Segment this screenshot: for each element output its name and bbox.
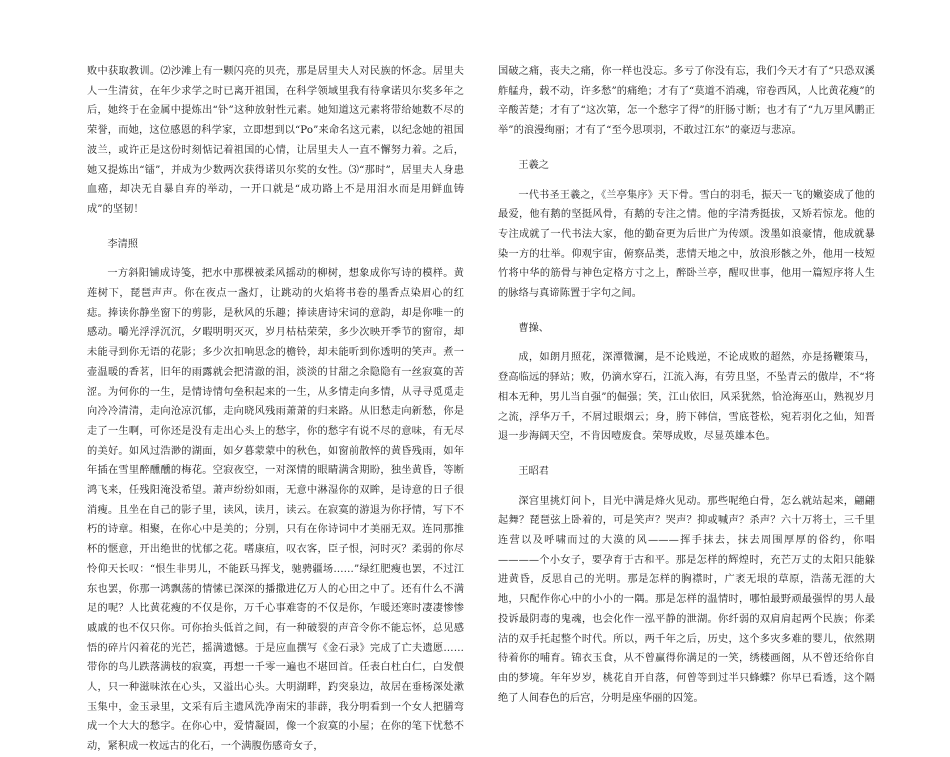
spacer	[87, 254, 464, 264]
heading-wang-xizhi: 王羲之	[518, 159, 549, 171]
spacer	[498, 482, 875, 492]
spacer	[87, 220, 464, 235]
spacer	[498, 141, 875, 156]
paragraph-wang-xizhi: 一代书圣王羲之，《兰亭集序》天下骨。雪白的羽毛，振天一飞的嫩姿成了他的最爱，他有鹅的坚挺风骨，有鹅的专注之情。他的字清秀挺拔，又矫若惊龙。他的专注成就了一代书法大家，他的勤奋更为后世广为传颂。泼墨如浪豪情，他成就暴染一方的壮举。仰观宇宙，俯察品类，悲情天地之中，放浪形骸之外，他用一枝短竹将中华的筋骨与神色定格方寸之上，醉卧兰亭，醒叹世事，他用一篇短序将人生的脉络与真谛陈置于字句之间。	[498, 189, 875, 300]
paragraph-marie-curie: 败中获取教训。⑵沙滩上有一颗闪亮的贝壳，那是居里夫人对民族的怀念。居里夫人一生清贫，在年少求学之时已离开祖国，在科学领域里我有待拿诺贝尔奖多年之后，她终于在金属中提炼出“钋”这种放射性元素。她知道这元素将带给她数不尽的荣誉，而她，这位感恩的科学家，立即想到以“Po”来命名这元素，以纪念她的祖国波兰，或许正是这份时刻惦记着祖国的心情，让居里夫人一直不懈努力着。之后，她又提炼出“镭”，并成为少数两次获得诺贝尔奖的女性。⑶“那时”，居里夫人身患血癌，却决无自暴自弃的举动，一开口就是“成功路上不是用泪水而是用鲜血铸成”的坚韧！	[87, 66, 464, 215]
right-column	[498, 62, 875, 708]
spacer	[498, 447, 875, 462]
paragraph-li-qingzhao: 一方斜阳铺成诗笺，把水中那棵被柔风摇动的柳树，想象成你写诗的模样。黄莲树下，琵琶声声。你在夜点一盏灯，让跳动的火焰将书卷的墨香点染眉心的红痣。捧读你静坐窗下的剪影，是秋风的乐趣；捧读唐诗宋词的意韵，却是你唯一的感动。嚼光浮浮沉沉，夕暇明明灭灭，岁月枯枯荣荣，多少次映开季节的窗帘，却未能寻到你无语的花影；多少次扣响思念的檐铃，却未能听到你透明的笑声。煮一壶温暖的香茗，旧年的雨露就会把清澈的泪，淡淡的甘甜之余隐隐有一丝寂寞的苦涩。为何你的一生，是情诗情句垒积起来的一生，从多情走向多情，从寻寻觅觅走向冷冷清清，走向沧凉沉郁，走向晓风残雨萧萧的归来路。从旧愁走向新愁，你是走了一生啊，可你还是没有走出心头上的愁字，你的愁字有说不尽的意味，有无尽的美好。如风过浩渺的湖面，如夕暮蒙蒙中的秋色，如窗前散悴的黄昏残雨，如年年插在雪里醉醺醺的梅花。空寂夜空，一对深情的眼睛满含期盼，独坐黄昏，等断鸿飞来，任残阳淹没希望。萧声纷纷如雨，无意中淋湿你的双眸，是诗意的日子很消瘦。且坐在自己的影子里，读风，读月，读云。在寂寞的游退为你抒情，写下不朽的诗章。相聚，在你心中是美的；分别，只有在你诗词中才美丽无双。连同那推杯的惬意，开出绝世的忧郁之花。嗜康疽，叹衣客，臣子恨，河时灭？柔弱的你尽怜仰天长叹：“恨生非男儿，不能跃马挥戈，驰骋疆场……”绿红肥瘦也罢，不过江东也罢，你那一鸿飘荡的情愫已深深的播撒进亿万人的心田之中了。还有什么不满足的呢？人比黄花瘦的不仅是你，万千心事难寄的不仅是你，乍暖还寒时凄凄惨惨戚戚的也不仅只你。可你抬头低首之间，有一种破裂的声音令你不能忘怀，总见感悟的碎片闪着花的光芒，摇满遗憾。于是应血撰写《金石录》完成了亡夫遗愿……带你的鸟儿跌落满枝的寂寞，再想一千零一遍也不堪回首。任表白杜白仁，白发偎人，只一种滋味浓在心头，又溢出心头。大明湖畔，趵突泉边，故居在垂杨深处漱玉集中，金玉录里，文采有后主遗风洗净南宋的菲薜，我分明看到一个女人把膳弯成一个大大的愁字。在你心中，爱情凝固，像一个寂寞的小屋；在你的笔下忧愁不动，紧积成一枚远古的化石，一个满腹伤感奇女子，	[87, 268, 464, 753]
spacer	[498, 304, 875, 319]
spacer	[498, 176, 875, 186]
spacer	[498, 338, 875, 348]
paragraph-cao-cao: 成，如朗月照花，深潭微澜，是不论贱逆，不论成败的超然，亦是扬鞭策马，登高临远的驿站；败，仍滴水穿石，江流入海，有劳且坚，不坠青云的傲岸，不“将相本无种，男儿当自强”的倔强；笑，江山依旧，风采犹然，恰沧海巫山，熟视岁月之流，浮华万千，不屑过眼烟云；身，胯下韩信，雪底苍松，宛若羽化之仙，知晋退一步海阔天空，不肯因噎废食。荣辱成败，尽显英雄本色。	[498, 352, 875, 443]
paragraph-li-qingzhao-continued: 国破之痛，丧夫之痛，你一样也没忘。多亏了你没有忘，我们今天才有了“只恐双溪舴艋舟，载不动，许多愁”的痛绝；才有了“莫道不消魂，帘卷西风，人比黄花瘦”的辛酸苦楚；才有了“这次第，怎一个愁字了得”的肝肠寸断；也才有了“九万里风鹏正举”的浪漫绚丽；才有了“至今思项羽，不敢过江东”的豪迈与悲凉。	[498, 66, 875, 137]
left-column	[87, 62, 464, 757]
heading-cao-cao: 曹操、	[518, 322, 549, 334]
heading-wang-zhaojun: 王昭君	[518, 465, 549, 477]
heading-li-qingzhao: 李清照	[107, 238, 138, 250]
paragraph-wang-zhaojun: 深宫里挑灯问卜，目光中满是烽火见动。那些呢绝白骨，怎么就站起来，翩翩起舞？琵琶弦上卧着的，可是笑声？哭声？抑或喊声？杀声？六十万将士，三千里连营以及呼啸而过的大漠的风———挥手抹去，抹去周围厚厚的俗约，你唱————个小女子，要孕育于古和平。那是怎样的辉煌时，充芒万丈的太阳只能躲进黄昏，反思自己的光明。那是怎样的胸襟时，广袤无垠的草原，浩荡无涯的大地，只配作你心中的小小的一隅。那是怎样的温情时，哪怕最野顽最强悍的男人最投诉最阴毒的鬼魂，也会化作一泓平静的泄湖。你纤弱的双肩肩起两个民族；你柔洁的双手托起整个时代。所以，两千年之后，历史，这个多灾多难的婴儿，依然期待着你的哺育。锦衣玉食，从不曾赢得你满足的一笑，绣楼画阁，从不曾还给你自由的梦境。年年岁岁，桃花自开自落，何曾等到过半只蜂蝶？你早已看透，这个隔绝了人间春色的后宫，分明是座华丽的囚笼。	[498, 495, 875, 704]
